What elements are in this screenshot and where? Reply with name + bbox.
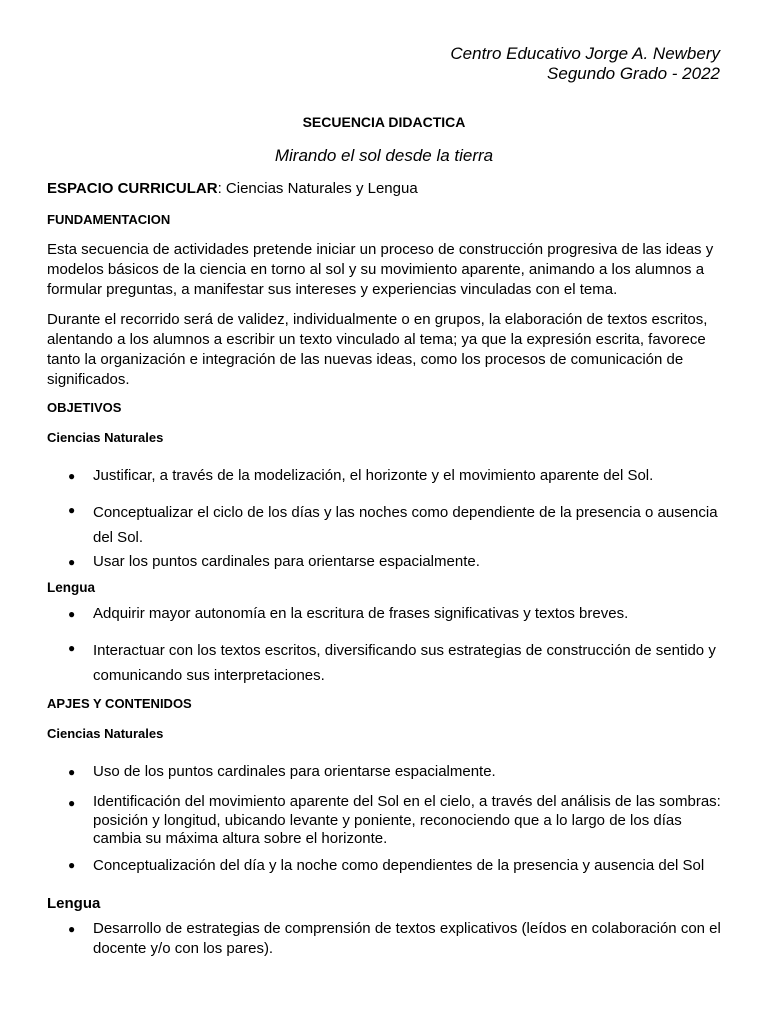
espacio-label: ESPACIO CURRICULAR bbox=[47, 180, 218, 197]
school-name: Centro Educativo Jorge A. Newbery bbox=[450, 44, 720, 63]
bullet-icon: ● bbox=[68, 922, 76, 936]
espacio-curricular bbox=[47, 180, 418, 197]
ejes-heading: APJES Y CONTENIDOS bbox=[47, 696, 192, 711]
document-title: SECUENCIA DIDACTICA bbox=[302, 114, 466, 130]
objetivos-cn-heading: Ciencias Naturales bbox=[47, 430, 164, 445]
document-subtitle: Mirando el sol desde la tierra bbox=[274, 146, 494, 165]
bullet-icon: ● bbox=[68, 469, 76, 483]
grade-year: Segundo Grado - 2022 bbox=[547, 64, 720, 83]
list-item: Conceptualización del día y la noche como dependientes de la presencia y ausencia del Sol bbox=[93, 857, 705, 874]
list-item: Usar los puntos cardinales para orientarse espacialmente. bbox=[93, 553, 480, 570]
list-item: Desarrollo de estrategias de comprensión de textos explicativos (leídos en colaboración con el docente y/o con los pares). bbox=[93, 920, 721, 957]
list-item: Interactuar con los textos escritos, diversificando sus estrategias de construcción de sentido y comunicando sus interpretaciones. bbox=[93, 642, 716, 684]
list-item: Adquirir mayor autonomía en la escritura de frases significativas y textos breves. bbox=[93, 605, 629, 622]
fundamentacion-heading: FUNDAMENTACION bbox=[47, 212, 171, 227]
ejes-cn-heading: Ciencias Naturales bbox=[47, 726, 164, 741]
fundamentacion-paragraph-2: Durante el recorrido será de validez, individualmente o en grupos, la elaboración de textos escritos, alentando a los alumnos a escribir un texto vinculado al tema; ya que la expresión escrita, favorece tanto la organización e integración de las nuevas ideas, como los procesos de comunicación de significados. bbox=[47, 311, 708, 388]
list-item: Justificar, a través de la modelización, el horizonte y el movimiento aparente del Sol. bbox=[93, 467, 654, 484]
bullet-icon: ● bbox=[68, 765, 76, 779]
bullet-icon: ● bbox=[68, 858, 76, 872]
list-item: Identificación del movimiento aparente del Sol en el cielo, a través del análisis de las sombras: posición y longitud, ubicando levante y poniente, reconociendo que a lo largo de los días cambia su máxima altura sobre el horizonte. bbox=[93, 793, 721, 847]
bullet-icon: ● bbox=[68, 503, 76, 517]
ejes-lengua-heading: Lengua bbox=[47, 895, 101, 912]
bullet-icon: ● bbox=[68, 796, 76, 810]
objetivos-lengua-heading: Lengua bbox=[47, 580, 96, 595]
list-item: Conceptualizar el ciclo de los días y las noches como dependiente de la presencia o ausencia del Sol. bbox=[93, 504, 718, 546]
espacio-value: : Ciencias Naturales y Lengua bbox=[217, 180, 418, 197]
list-item: Uso de los puntos cardinales para orientarse espacialmente. bbox=[93, 763, 496, 780]
fundamentacion-paragraph-1: Esta secuencia de actividades pretende iniciar un proceso de construcción progresiva de las ideas y modelos básicos de la ciencia en torno al sol y su movimiento aparente, animando a los alumnos a formular preguntas, a manifestar sus intereses y experiencias vinculadas con el tema. bbox=[47, 241, 714, 298]
bullet-icon: ● bbox=[68, 555, 76, 569]
bullet-icon: ● bbox=[68, 607, 76, 621]
objetivos-heading: OBJETIVOS bbox=[47, 400, 122, 415]
bullet-icon: ● bbox=[68, 641, 76, 655]
